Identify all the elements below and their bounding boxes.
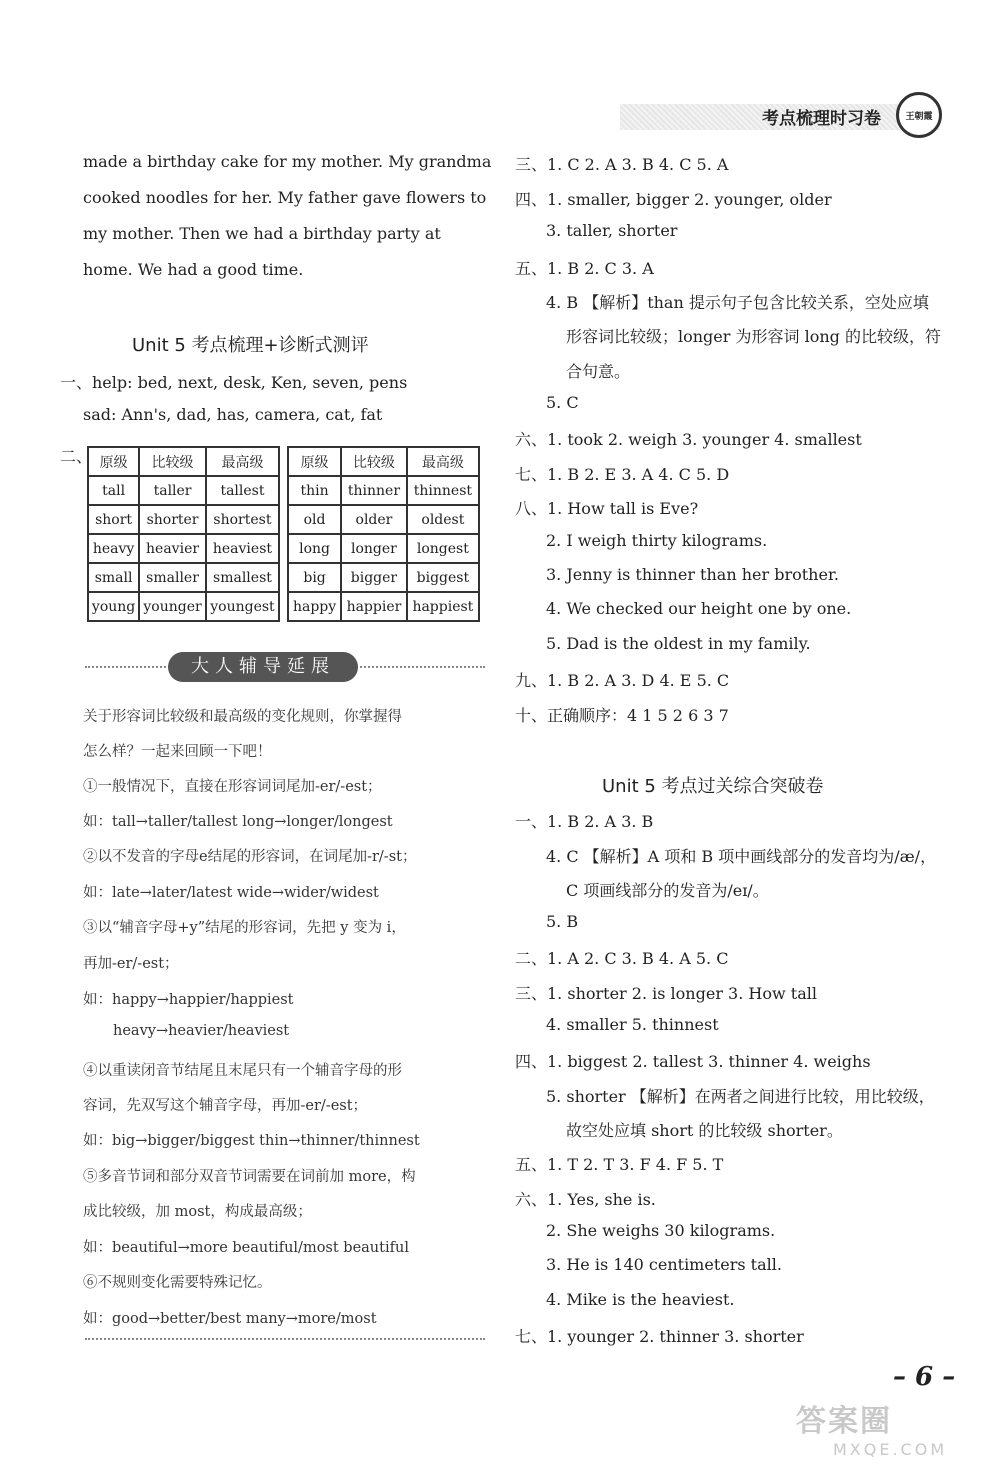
answer-line: 4. B 【解析】than 提示句子包含比较关系，空处应填 xyxy=(546,293,929,312)
answer-line: 五、1. T 2. T 3. F 4. F 5. T xyxy=(515,1155,724,1174)
watermark-url: MXQE.COM xyxy=(833,1440,948,1459)
answer-line: 六、1. Yes, she is. xyxy=(515,1190,656,1209)
table-cell: heavier xyxy=(139,534,206,563)
extension-line: ④以重读闭音节结尾且末尾只有一个辅音字母的形 xyxy=(83,1063,402,1079)
table-header-row xyxy=(288,447,479,476)
table-cell: youngest xyxy=(206,592,279,621)
answer-line: 3. Jenny is thinner than her brother. xyxy=(546,565,839,584)
answer-line: 三、1. shorter 2. is longer 3. How tall xyxy=(515,984,817,1003)
table-row xyxy=(288,476,479,505)
table-row xyxy=(288,563,479,592)
answer-line: C 项画线部分的发音为/eɪ/。 xyxy=(566,881,769,900)
extension-line: 关于形容词比较级和最高级的变化规则，你掌握得 xyxy=(83,709,402,725)
table-cell: shorter xyxy=(139,505,206,534)
table-header-cell: 原级 xyxy=(288,447,341,476)
extension-line: 如：happy→happier/happiest xyxy=(83,992,294,1008)
answer-line: 4. C 【解析】A 项和 B 项中画线部分的发音均为/æ/， xyxy=(546,847,937,866)
extension-line: 如：late→later/latest wide→wider/widest xyxy=(83,885,379,901)
answer-line: 合句意。 xyxy=(566,362,631,381)
answer-line: 4. We checked our height one by one. xyxy=(546,599,852,618)
extension-line: 如：beautiful→more beautiful/most beautiful xyxy=(83,1240,409,1256)
table-header-cell: 比较级 xyxy=(341,447,407,476)
table-header-cell: 最高级 xyxy=(407,447,479,476)
table-row xyxy=(88,592,279,621)
answer-line: 5. Dad is the oldest in my family. xyxy=(546,634,811,653)
table-cell: long xyxy=(288,534,341,563)
dotted-divider xyxy=(85,1338,485,1340)
answer-line: 五、1. B 2. C 3. A xyxy=(515,259,654,278)
table-cell: happier xyxy=(341,592,407,621)
table-cell: smaller xyxy=(139,563,206,592)
unit-title-diagnostic: Unit 5 考点梳理+诊断式测评 xyxy=(132,335,369,356)
answer-line: 四、1. biggest 2. tallest 3. thinner 4. weighs xyxy=(515,1052,871,1071)
answer-line: 5. B xyxy=(546,912,579,931)
answer-line: 3. He is 140 centimeters tall. xyxy=(546,1255,782,1274)
table-cell: old xyxy=(288,505,341,534)
table-header-cell: 最高级 xyxy=(206,447,279,476)
table-row xyxy=(88,563,279,592)
extension-line: heavy→heavier/heaviest xyxy=(113,1023,290,1039)
intro-line: cooked noodles for her. My father gave flowers to xyxy=(83,188,487,207)
answer-line: 2. I weigh thirty kilograms. xyxy=(546,531,768,550)
answer-line: 六、1. took 2. weigh 3. younger 4. smallest xyxy=(515,430,862,449)
answer-line: 3. taller, shorter xyxy=(546,221,678,240)
extension-line: 如：big→bigger/biggest thin→thinner/thinnest xyxy=(83,1133,420,1149)
header-title: 考点梳理时习卷 xyxy=(762,109,881,129)
answer-line: 八、1. How tall is Eve? xyxy=(515,499,699,518)
extension-line: 怎么样？一起来回顾一下吧！ xyxy=(83,744,272,760)
table-row xyxy=(88,534,279,563)
page-number: – 6 – xyxy=(893,1362,956,1392)
table-row xyxy=(88,505,279,534)
extension-line: ⑤多音节词和部分双音节词需要在词前加 more，构 xyxy=(83,1169,416,1185)
extension-line: 容词，先双写这个辅音字母，再加-er/-est； xyxy=(83,1098,368,1114)
table-cell: tallest xyxy=(206,476,279,505)
table-cell: young xyxy=(88,592,139,621)
intro-line: made a birthday cake for my mother. My grandma xyxy=(83,152,492,171)
answer-line: 九、1. B 2. A 3. D 4. E 5. C xyxy=(515,671,730,690)
answer-line: 2. She weighs 30 kilograms. xyxy=(546,1221,776,1240)
unit-title-breakthrough: Unit 5 考点过关综合突破卷 xyxy=(602,776,824,797)
table-cell: longer xyxy=(341,534,407,563)
table-cell: biggest xyxy=(407,563,479,592)
extension-banner: 大人辅导延展 xyxy=(168,652,358,682)
watermark-logo: 答案圈 xyxy=(796,1404,892,1439)
table-cell: short xyxy=(88,505,139,534)
table-cell: small xyxy=(88,563,139,592)
answer-line: 4. smaller 5. thinnest xyxy=(546,1015,719,1034)
extension-line: 如：good→better/best many→more/most xyxy=(83,1311,377,1327)
table-cell: taller xyxy=(139,476,206,505)
table-cell: heavy xyxy=(88,534,139,563)
table-row xyxy=(88,476,279,505)
table-header-cell: 比较级 xyxy=(139,447,206,476)
brand-logo: 王朝霞 xyxy=(896,92,942,138)
table-row xyxy=(288,534,479,563)
table-header-cell: 原级 xyxy=(88,447,139,476)
table-cell: younger xyxy=(139,592,206,621)
table-cell: oldest xyxy=(407,505,479,534)
comparison-table-right xyxy=(287,446,480,622)
extension-line: ②以不发音的字母e结尾的形容词，在词尾加-r/-st； xyxy=(83,849,417,865)
table-header-row xyxy=(88,447,279,476)
table-cell: older xyxy=(341,505,407,534)
q1-line: sad: Ann's, dad, has, camera, cat, fat xyxy=(83,405,383,424)
extension-line: ③以“辅音字母+y”结尾的形容词，先把 y 变为 i， xyxy=(83,920,406,936)
answer-line: 七、1. B 2. E 3. A 4. C 5. D xyxy=(515,465,730,484)
table-cell: smallest xyxy=(206,563,279,592)
answer-line: 十、正确顺序：4 1 5 2 6 3 7 xyxy=(515,706,729,725)
answer-line: 二、1. A 2. C 3. B 4. A 5. C xyxy=(515,949,729,968)
extension-line: 成比较级，加 most，构成最高级； xyxy=(83,1204,312,1220)
q2-label: 二、 xyxy=(60,447,93,466)
answer-line: 4. Mike is the heaviest. xyxy=(546,1290,735,1309)
answer-line: 一、1. B 2. A 3. B xyxy=(515,812,654,831)
table-cell: shortest xyxy=(206,505,279,534)
table-cell: bigger xyxy=(341,563,407,592)
table-row xyxy=(288,592,479,621)
answer-line: 5. C xyxy=(546,393,579,412)
table-cell: big xyxy=(288,563,341,592)
table-cell: thinnest xyxy=(407,476,479,505)
table-cell: tall xyxy=(88,476,139,505)
extension-line: ①一般情况下，直接在形容词词尾加-er/-est； xyxy=(83,779,382,795)
table-cell: thinner xyxy=(341,476,407,505)
answer-line: 故空处应填 short 的比较级 shorter。 xyxy=(566,1121,843,1140)
answer-line: 四、1. smaller, bigger 2. younger, older xyxy=(515,190,832,209)
answer-line: 形容词比较级；longer 为形容词 long 的比较级，符 xyxy=(566,327,941,346)
intro-line: my mother. Then we had a birthday party at xyxy=(83,224,441,243)
extension-line: ⑥不规则变化需要特殊记忆。 xyxy=(83,1275,272,1291)
answer-line: 七、1. younger 2. thinner 3. shorter xyxy=(515,1327,804,1346)
table-cell: heaviest xyxy=(206,534,279,563)
answer-line: 三、1. C 2. A 3. B 4. C 5. A xyxy=(515,155,729,174)
table-cell: thin xyxy=(288,476,341,505)
q1-line: 一、help: bed, next, desk, Ken, seven, pens xyxy=(60,373,408,392)
answer-line: 5. shorter 【解析】在两者之间进行比较，用比较级， xyxy=(546,1087,935,1106)
table-cell: happiest xyxy=(407,592,479,621)
table-row xyxy=(288,505,479,534)
comparison-table-left xyxy=(87,446,280,622)
extension-line: 再加-er/-est； xyxy=(83,956,179,972)
table-cell: longest xyxy=(407,534,479,563)
table-cell: happy xyxy=(288,592,341,621)
extension-line: 如：tall→taller/tallest long→longer/longest xyxy=(83,814,393,830)
intro-line: home. We had a good time. xyxy=(83,260,304,279)
